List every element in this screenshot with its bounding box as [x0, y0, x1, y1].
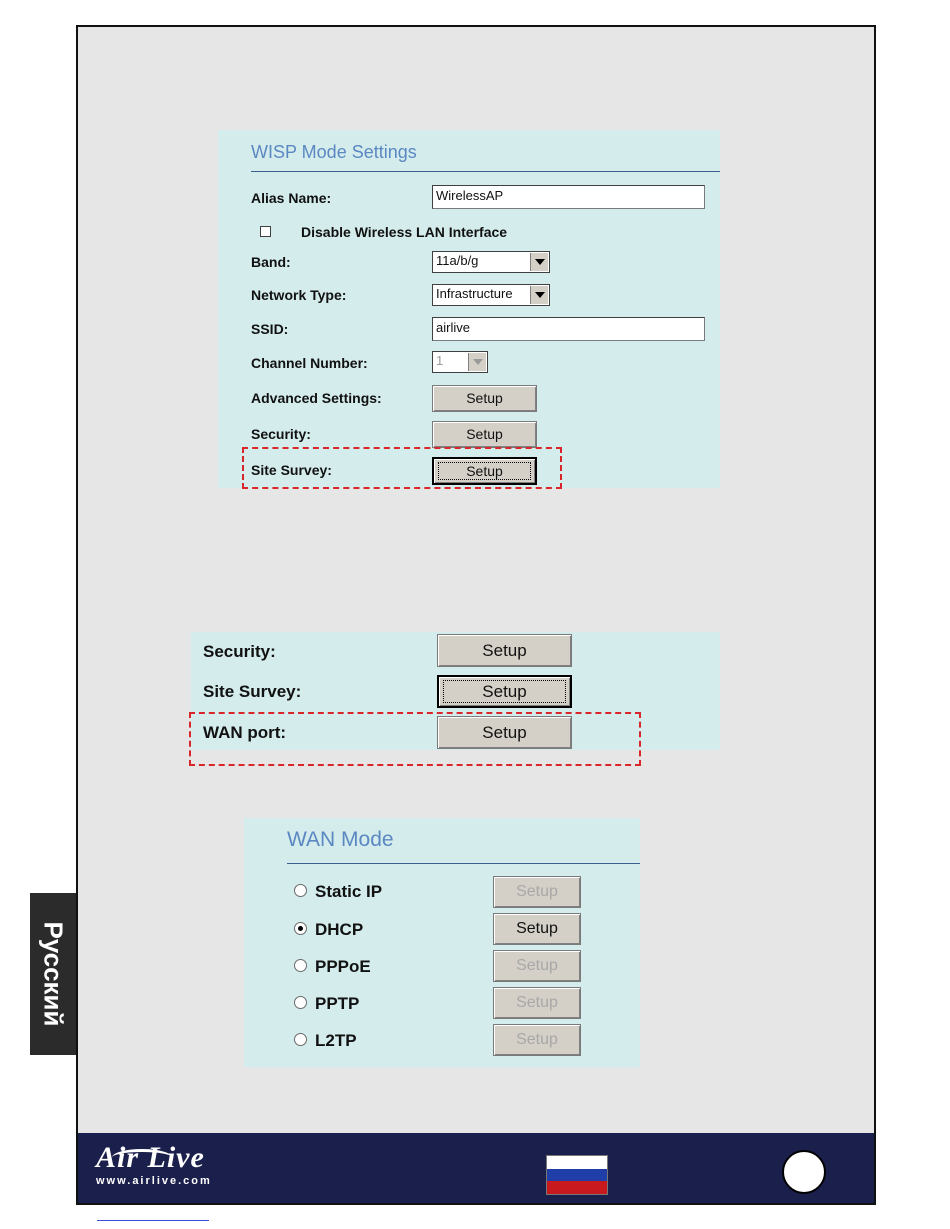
security-setup-button[interactable]: Setup [432, 421, 537, 448]
site-survey-setup-label: Setup [466, 463, 503, 479]
security-label-large: Security: [203, 642, 276, 661]
logo-swoosh-icon [112, 1149, 172, 1166]
bottom-link-underline [97, 1220, 209, 1221]
language-tab-label: Русский [38, 921, 69, 1027]
wan-port-setup-button[interactable]: Setup [437, 716, 572, 749]
channel-number-value: 1 [436, 353, 444, 368]
radio-static-ip[interactable] [294, 884, 307, 897]
wan-mode-title-rule [287, 863, 640, 864]
radio-pptp[interactable] [294, 996, 307, 1009]
option-pppoe-label: PPPoE [315, 957, 371, 976]
security-label: Security: [251, 426, 311, 442]
option-static-ip-label: Static IP [315, 882, 383, 901]
wan-port-label: WAN port: [203, 723, 287, 742]
logo-wordmark: Air Live [96, 1141, 205, 1174]
chevron-down-icon [530, 286, 548, 304]
site-survey-label: Site Survey: [251, 462, 332, 478]
band-select[interactable] [432, 251, 550, 273]
manual-page [76, 25, 876, 1205]
site-survey-label-large: Site Survey: [203, 682, 302, 701]
russia-flag-icon [546, 1155, 608, 1195]
ssid-input[interactable]: airlive [432, 317, 705, 341]
alias-name-label: Alias Name: [251, 190, 332, 206]
wisp-title-rule [251, 171, 720, 172]
channel-number-label: Channel Number: [251, 355, 368, 371]
site-survey-highlight [242, 447, 562, 489]
disable-wlan-checkbox[interactable] [260, 226, 271, 237]
footer-bar [78, 1133, 874, 1203]
radio-l2tp[interactable] [294, 1033, 307, 1046]
alias-name-input[interactable]: WirelessAP [432, 185, 705, 209]
band-label: Band: [251, 254, 291, 270]
network-type-label: Network Type: [251, 287, 347, 303]
radio-dhcp[interactable] [294, 922, 307, 935]
site-survey-setup-label-large: Setup [482, 682, 527, 701]
chevron-down-icon [468, 353, 486, 371]
disable-wlan-label: Disable Wireless LAN Interface [301, 224, 508, 240]
network-type-select[interactable] [432, 284, 550, 306]
radio-pppoe[interactable] [294, 959, 307, 972]
wan-mode-panel [244, 818, 640, 1067]
advanced-settings-label: Advanced Settings: [251, 390, 382, 406]
wisp-panel-title: WISP Mode Settings [251, 142, 417, 162]
airlive-logo [96, 1143, 212, 1187]
option-pptp-label: PPTP [315, 994, 360, 1013]
wisp-settings-panel [218, 130, 720, 488]
logo-url: www.airlive.com [96, 1175, 212, 1187]
security-setup-button-large[interactable]: Setup [437, 634, 572, 667]
site-survey-setup-button-large[interactable] [437, 675, 572, 708]
pppoe-setup-button[interactable]: Setup [493, 950, 581, 982]
wan-port-highlight [189, 712, 641, 766]
option-l2tp-label: L2TP [315, 1031, 357, 1050]
l2tp-setup-button[interactable]: Setup [493, 1024, 581, 1056]
language-tab [30, 893, 76, 1055]
option-dhcp-label: DHCP [315, 920, 364, 939]
advanced-settings-setup-button[interactable]: Setup [432, 385, 537, 412]
network-type-value: Infrastructure [436, 286, 513, 301]
dhcp-setup-button[interactable]: Setup [493, 913, 581, 945]
page-number-circle [782, 1150, 826, 1194]
band-select-value: 11a/b/g [436, 253, 479, 268]
chevron-down-icon [530, 253, 548, 271]
pptp-setup-button[interactable]: Setup [493, 987, 581, 1019]
channel-number-select[interactable] [432, 351, 488, 373]
static-ip-setup-button[interactable]: Setup [493, 876, 581, 908]
ssid-label: SSID: [251, 321, 289, 337]
wan-mode-title: WAN Mode [287, 828, 394, 851]
